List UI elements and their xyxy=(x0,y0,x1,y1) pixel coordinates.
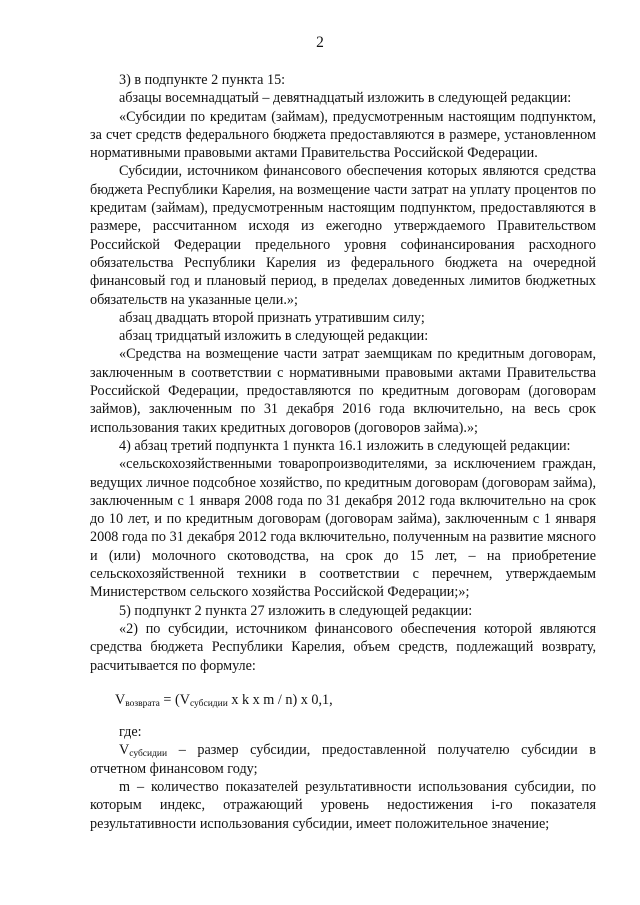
paragraph-item-5: 5) подпункт 2 пункта 27 изложить в следующей редакции: xyxy=(119,602,473,619)
formula-lhs: V xyxy=(115,691,126,708)
where-label: где: xyxy=(119,724,142,741)
paragraph-abzac-22: абзац двадцать второй признать утратившим силу; xyxy=(119,309,425,326)
page-number: 2 xyxy=(316,34,324,51)
formula-eq-open: = (V xyxy=(159,691,190,708)
definition-text: – размер субсидии, предоставленной получателю субсидии в отчетном финансовом году; xyxy=(90,742,596,777)
paragraph-producers: «сельскохозяйственными товаропроизводителями, за исключением граждан, ведущих личное подсобное хозяйство, по кредитным договорам (договорам займа), заключенным с 1 января 2008 года по 31 декабря 2012 года включительно на срок до 10 лет, и по кредитным договорам (договорам займа), заключенным с 1 января 2008 года по 31 декабря 2012 года включительно, полученным на развитие мясного и (или) молочного скотоводства, на срок до 15 лет, – на приобретение сельскохозяйственной техники в соответствии с перечнем, утверждаемым Министерством сельского хозяйства Российской Федерации;»; xyxy=(90,456,596,601)
paragraph-abzacy: абзацы восемнадцатый – девятнадцатый изложить в следующей редакции: xyxy=(119,90,572,107)
paragraph-item-4: 4) абзац третий подпункта 1 пункта 16.1 изложить в следующей редакции: xyxy=(119,437,571,454)
paragraph-item-3: 3) в подпункте 2 пункта 15: xyxy=(119,72,286,88)
formula-inner-sub: субсидии xyxy=(189,698,228,709)
definition-symbol: V xyxy=(119,742,130,759)
formula-lhs-sub: возврата xyxy=(125,698,160,709)
definition-v-subsidii xyxy=(90,741,596,778)
paragraph-subsidies-karelia: Субсидии, источником финансового обеспечения которых являются средства бюджета Республики Карелия, на возмещение части затрат на уплату процентов по кредитам (займам), предусмотренным настоящим подпунктом, предоставляются в размере, рассчитанном исходя из ежегодно утверждаемого Правительством Российской Федерации предельного уровня софинансирования расходного обязательства Республики Карелия из федерального бюджета на очередной финансовый год и плановый период, в пределах доведенных лимитов бюджетных обязательств на указанные цели.»; xyxy=(90,163,596,308)
refund-formula xyxy=(90,691,596,709)
definition-symbol: m xyxy=(119,778,131,795)
definition-symbol-sub: субсидии xyxy=(129,749,168,760)
definition-text: – количество показателей результативности использования субсидии, по которым индекс, отражающий уровень недостижения i-го показателя результативности использования субсидии, имеет положительное значение; xyxy=(90,778,596,832)
definition-m xyxy=(90,778,596,833)
paragraph-refund-rule: «2) по субсидии, источником финансового обеспечения которой являются средства бюджета Республики Карелия, объем средств, подлежащий возврату, расчитывается по формуле: xyxy=(90,620,596,674)
paragraph-abzac-30: абзац тридцатый изложить в следующей редакции: xyxy=(119,328,429,345)
document-body xyxy=(90,71,596,833)
paragraph-subsidies-federal: «Субсидии по кредитам (займам), предусмотренным настоящим подпунктом, за счет средств федерального бюджета предоставляются в размере, установленном нормативными правовыми актами Правительства Российской Федерации. xyxy=(90,108,596,162)
paragraph-credit-funds: «Средства на возмещение части затрат заемщикам по кредитным договорам, заключенным в соответствии с нормативными правовыми актами Правительства Российской Федерации, предоставляются по кредитным договорам (договорам займов), заключенным по 31 декабря 2016 года включительно, на весь срок использования таких кредитных договоров (договоров займа).»; xyxy=(90,346,596,436)
formula-rest: x k x m / n) x 0,1, xyxy=(227,691,333,708)
